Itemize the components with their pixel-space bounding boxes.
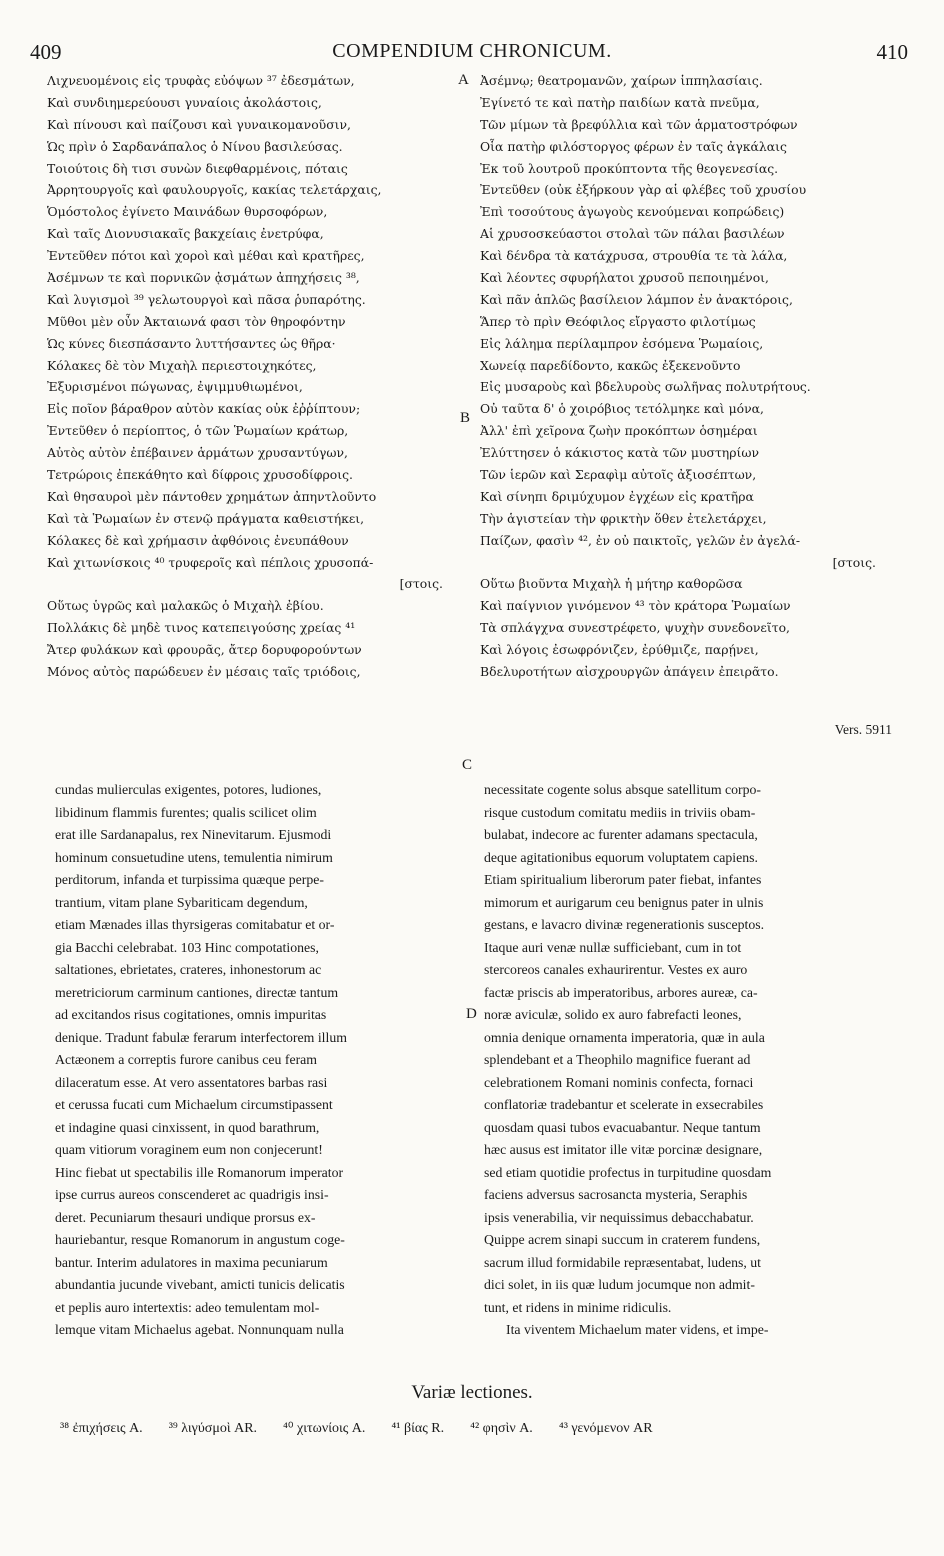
verse-reference: Vers. 5911 (834, 722, 892, 737)
latin-text-line: sed etiam quotidie profectus in turpitudine quosdam (484, 1164, 772, 1180)
greek-verse-line: Λιχνευομένοις εἰς τρυφὰς εὐόψων ³⁷ ἐδεσμάτων, (47, 73, 355, 88)
latin-text-line: saltationes, ebrietates, crateres, inhonestorum ac (55, 962, 322, 977)
greek-verse-line: Ὁμόστολος ἐγίνετο Μαινάδων θυρσοφόρων, (47, 204, 328, 220)
greek-verse-line: Καὶ πίνουσι καὶ παίζουσι καὶ γυναικομανοῦσιν, (47, 116, 351, 132)
greek-verse-line: Οἷα πατὴρ φιλόστοργος φέρων ἐν ταῖς ἀγκάλαις (480, 138, 787, 154)
greek-verse-line: Ἀσέμνων τε καὶ πορνικῶν ᾀσμάτων ἀπηχήσεις ³⁸, (47, 270, 360, 286)
latin-text-line: stercoreos canales exhaurirentur. Vestes ex auro (484, 962, 748, 977)
section-marker-d: D (466, 1006, 477, 1022)
greek-verse-line: Οὕτω βιοῦντα Μιχαὴλ ἡ μήτηρ καθορῶσα (480, 576, 743, 592)
greek-verse-line: Μῦθοι μὲν οὖν Ἀκταιωνά φασι τὸν θηροφόντην (47, 313, 346, 329)
latin-text-line: deret. Pecuniarum thesauri undique prorsus ex- (55, 1209, 316, 1225)
latin-text-line: mimorum et aurigarum ceu benignus pater in ulnis (484, 894, 764, 910)
greek-verse-line: Καὶ λέοντες σφυρήλατοι χρυσοῦ πεποιημένοι, (480, 270, 769, 286)
latin-text-line: bulabat, indecore ac furenter adamans spectacula, (484, 827, 758, 842)
greek-verse-line: Βδελυροτήτων αἰσχρουργῶν ἀπάγειν ἐπειρᾶτο. (480, 664, 779, 680)
greek-verse-line: Τῶν ἱερῶν καὶ Σεραφὶμ αὐτοῖς ἀξιοσέπτων, (480, 467, 757, 483)
latin-text-line: trantium, vitam plane Sybariticam degendum, (55, 894, 308, 910)
latin-text-line: meretriciorum carminum cantiones, directæ tantum (55, 984, 339, 1000)
variae-lectiones-heading: Variæ lectiones. (411, 1382, 533, 1403)
greek-verse-line: Οὐ ταῦτα δ' ὁ χοιρόβιος τετόλμηκε καὶ μόνα, (480, 401, 764, 417)
latin-text-line: lemque vitam Michaelus agebat. Nonnunquam nulla (55, 1322, 344, 1337)
greek-verse-line: Καὶ λόγοις ἐσωφρόνιζεν, ἐρύθμιζε, παρῄνει, (480, 642, 759, 658)
greek-verse-line: Καὶ παίγνιον γινόμενον ⁴³ τὸν κράτορα Ῥωμαίων (480, 598, 791, 614)
latin-text-line: libidinum flammis furentes; qualis scilicet olim (55, 804, 317, 820)
greek-verse-line: Ἄτερ φυλάκων καὶ φρουρᾶς, ἄτερ δορυφορούντων (47, 642, 362, 658)
latin-prose-column-left (55, 779, 455, 1342)
greek-verse-line: [στοις. (832, 554, 876, 570)
greek-verse-line: Τὴν ἁγιστείαν τὴν φρικτὴν ὅθεν ἐτελετάρχει, (480, 510, 767, 526)
latin-text-line: hæc ausus est imitator ille vitæ porcinæ designare, (484, 1142, 763, 1157)
latin-text-line: Itaque auri venæ nullæ sufficiebant, cum in tot (484, 939, 742, 955)
greek-verse-line: Καὶ θησαυροὶ μὲν πάντοθεν χρημάτων ἀπηντλοῦντο (47, 488, 377, 504)
greek-verse-line: Ὡς κύνες διεσπάσαντο λυττήσαντες ὡς θῆρα· (47, 335, 336, 351)
greek-verse-line: Καὶ δένδρα τὰ κατάχρυσα, στρουθία τε τὰ λάλα, (480, 248, 788, 264)
greek-verse-line: Χωνείᾳ παρεδίδοντο, κακῶς ἐξεκενοῦντο (480, 357, 741, 373)
greek-verse-line: [στοις. (399, 576, 443, 592)
greek-verse-line: Ἐντεῦθεν ὁ περίοπτος, ὁ τῶν Ῥωμαίων κράτωρ, (47, 423, 349, 439)
variant-reading: ⁴² φησὶν A. (470, 1421, 533, 1436)
latin-text-line: Hinc fiebat ut spectabilis ille Romanorum imperator (55, 1164, 344, 1180)
greek-verse-line: Ἐλύττησεν ὁ κάκιστος κατὰ τῶν μυστηρίων (480, 445, 760, 461)
greek-verse-line: Ὡς πρὶν ὁ Σαρδανάπαλος ὁ Νίνου βασιλεύσας. (47, 138, 343, 154)
latin-text-line: abundantia jucunde vivebant, amicti tunicis delicatis (55, 1277, 345, 1292)
latin-text-line: splendebant et a Theophilo magnifice fuerant ad (484, 1052, 751, 1067)
latin-text-line: factæ priscis ab imperatoribus, arbores aureæ, ca- (484, 984, 758, 1000)
greek-verse-line: Αἱ χρυσοσκεύαστοι στολαὶ τῶν πάλαι βασιλέων (480, 226, 785, 242)
greek-verse-line: Εἰς μυσαροὺς καὶ βδελυροὺς σωλῆνας πολυτρήτους. (480, 379, 811, 395)
latin-text-line: Quippe acrem sinapi succum in craterem fundens, (484, 1232, 761, 1247)
latin-text-line: dici solet, in iis quæ ludum jocumque non admit- (484, 1277, 755, 1292)
greek-verse-line: Τὰ σπλάγχνα συνεστρέφετο, ψυχὴν συνεδονεῖτο, (480, 620, 790, 636)
latin-text-line: gia Bacchi celebrabat. 103 Hinc compotationes, (55, 939, 319, 955)
greek-verse-line: Παίζων, φασὶν ⁴², ἐν οὐ παικτοῖς, γελῶν ἐν ἀγελά- (480, 532, 801, 548)
page-header (30, 38, 914, 68)
latin-text-line: hauriebantur, resque Romanorum in angustum coge- (55, 1232, 345, 1247)
greek-verse-line: Μόνος αὐτὸς παρώδευεν ἐν μέσαις ταῖς τριόδοις, (47, 664, 361, 680)
greek-verse-line: Καὶ σίνηπι δριμύχυμον ἐγχέων εἰς κρατῆρα (480, 488, 754, 504)
latin-text-line: celebrationem Romani nominis confecta, fornaci (484, 1074, 754, 1090)
latin-text-line: denique. Tradunt fabulæ ferarum interfectorem illum (55, 1029, 347, 1045)
greek-verse-line: Καὶ τὰ Ῥωμαίων ἐν στενῷ πράγματα καθειστήκει, (47, 510, 365, 526)
greek-verse-line: Καὶ ταῖς Διονυσιακαῖς βακχείαις ἐνετρύφα, (47, 226, 324, 242)
section-marker-c: C (462, 757, 473, 773)
latin-text-line: gestans, e lavacro divinæ regenerationis susceptos. (484, 917, 765, 932)
latin-text-line: Etiam spiritualium liberorum pater fiebat, infantes (484, 872, 762, 887)
section-marker-b: B (460, 410, 471, 426)
latin-text-line: necessitate cogente solus absque satellitum corpo- (484, 782, 762, 797)
greek-verse-line: Τετρώροις ἐπεκάθητο καὶ δίφροις χρυσοδίφροις. (47, 467, 353, 483)
greek-verse-line: Καὶ λυγισμοὶ ³⁹ γελωτουργοὶ καὶ πᾶσα ῥυπαρότης. (47, 291, 366, 307)
greek-verse-line: Ἐπὶ τοσούτους ἀγωγοὺς κενούμεναι κοπρώδεις) (480, 204, 785, 220)
latin-text-line: et indagine quasi cinxissent, in quod barathrum, (55, 1119, 320, 1135)
latin-text-line: conflatoriæ tradebantur et scelerate in exsecrabiles (484, 1097, 764, 1112)
latin-text-line: ad excitandos risus cogitationes, omnis impuritas (55, 1007, 327, 1022)
latin-text-line: ipsis venerabilia, vir nequissimus debacchabatur. (484, 1209, 754, 1225)
greek-verse-line: Ἐντεῦθεν (οὐκ ἐξήρκουν γὰρ αἱ φλέβες τοῦ χρυσίου (480, 182, 807, 198)
latin-text-line: omnia denique ornamenta imperatoria, quæ in aula (484, 1029, 765, 1045)
section-marker-a: A (458, 72, 469, 88)
greek-verse-line: Ἐκ τοῦ λουτροῦ προκύπτοντα τῆς θεογενεσίας. (480, 160, 779, 176)
greek-verse-line: Τῶν μίμων τὰ βρεφύλλια καὶ τῶν ἁρματοστρόφων (480, 116, 798, 132)
greek-verse-line: Τοιούτοις δὴ τισι συνὼν διεφθαρμένοις, πόταις (47, 160, 348, 176)
latin-text-line: erat ille Sardanapalus, rex Ninevitarum. Ejusmodi (55, 827, 332, 842)
latin-text-line: dilaceratum esse. At vero assentatores barbas rasi (55, 1074, 328, 1090)
latin-text-line: deque agitationibus equorum voluptatem capiens. (484, 849, 758, 865)
greek-verse-line: Κόλακες δὲ καὶ χρήμασιν ἀφθόνοις ἐνευπάθουν (47, 532, 349, 548)
greek-verse-line: Ἀλλ' ἐπὶ χεῖρονα ζωὴν προκόπτων ὁσημέραι (480, 423, 758, 439)
greek-verse-line: Οὕτως ὑγρῶς καὶ μαλακῶς ὁ Μιχαὴλ ἐβίου. (47, 598, 324, 614)
greek-verse-column-left (47, 70, 467, 683)
greek-verse-line: Ἐγίνετό τε καὶ πατὴρ παιδίων κατὰ πνεῦμα, (480, 94, 760, 110)
latin-text-line: sacrum illud formidabile repræsentabat, ludens, ut (484, 1254, 762, 1270)
greek-verse-line: Ἐντεῦθεν πότοι καὶ χοροὶ καὶ μέθαι καὶ κρατῆρες, (47, 248, 365, 264)
page-number-left: 409 (30, 40, 62, 64)
greek-verse-line: Ἅπερ τὸ πρὶν Θεόφιλος εἴργαστο φιλοτίμως (480, 313, 756, 329)
variant-reading: ⁴¹ βίας R. (391, 1421, 445, 1436)
greek-verse-line: Ἐξυρισμένοι πώγωνας, ἐψιμμυθιωμένοι, (47, 379, 303, 395)
variant-reading: ³⁸ ἐπιχήσεις A. (60, 1421, 143, 1436)
running-title: COMPENDIUM CHRONICUM. (332, 40, 612, 62)
latin-text-line: ipse currus aureos conscenderet ac quadrigis insi- (55, 1187, 329, 1202)
latin-text-line: Ita viventem Michaelum mater videns, et impe- (506, 1322, 769, 1337)
greek-verse-line: Ἀσέμνῳ; θεατρομανῶν, χαίρων ἱππηλασίαις. (480, 73, 763, 88)
latin-text-line: faciens adversus sacrosancta mysteria, Seraphis (484, 1187, 748, 1202)
greek-verse-line: Καὶ συνδιημερεύουσι γυναίοις ἀκολάστοις, (47, 94, 322, 110)
latin-text-line: quam vitiorum voraginem eum non conjecerunt! (55, 1142, 323, 1157)
greek-verse-line: Καὶ πᾶν ἁπλῶς βασίλειον λάμπον ἐν ἀνακτόροις, (480, 291, 793, 307)
latin-text-line: et cerussa fucati cum Michaelum circumstipassent (55, 1097, 333, 1112)
variae-lectiones-list (60, 1420, 900, 1437)
greek-verse-line: Καὶ χιτωνίσκοις ⁴⁰ τρυφεροῖς καὶ πέπλοις χρυσοπά- (47, 554, 374, 570)
greek-verse-line: Πολλάκις δὲ μηδὲ τινος κατεπειγούσης χρείας ⁴¹ (47, 620, 356, 636)
greek-verse-line: Εἰς ποῖον βάραθρον αὐτὸν κακίας οὐκ ἐῤῥίπτουν; (47, 401, 361, 417)
variant-reading: ⁴⁰ χιτωνίοις A. (283, 1421, 366, 1436)
latin-text-line: noræ aviculæ, solido ex auro fabrefacti leones, (484, 1007, 742, 1022)
latin-text-line: quosdam quasi tubos evacuabantur. Neque tantum (484, 1119, 761, 1135)
greek-verse-line: Εἰς λάλημα περίλαμπρον ἐσόμενα Ῥωμαίοις, (480, 335, 764, 351)
greek-verse-line: Αὐτὸς αὐτὸν ἐπέβαινεν ἁρμάτων χρυσαντύγων, (47, 445, 348, 461)
latin-text-line: tunt, et ridens in minime ridiculis. (484, 1299, 672, 1315)
greek-verse-line: Κόλακες δὲ τὸν Μιχαὴλ περιεστοιχηκότες, (47, 357, 317, 373)
latin-text-line: risque custodum comitatu mediis in triviis obam- (484, 804, 756, 820)
latin-text-line: etiam Mænades illas thyrsigeras comitabatur et or- (55, 917, 335, 932)
greek-verse-line: Ἀρρητουργοῖς καὶ φαυλουργοῖς, κακίας τελετάρχαις, (47, 182, 382, 198)
variant-reading: ³⁹ λιγύσμοὶ AR. (168, 1421, 258, 1436)
latin-text-line: Actæonem a correptis furore canibus ceu feram (55, 1052, 318, 1067)
greek-verse-column-right (480, 70, 900, 683)
latin-text-line: hominum consuetudine utens, temulentia nimirum (55, 849, 333, 865)
page-number-right: 410 (876, 40, 908, 64)
latin-text-line: perditorum, infanda et turpissima quæque perpe- (55, 872, 324, 887)
latin-text-line: cundas mulierculas exigentes, potores, ludiones, (55, 782, 322, 797)
latin-text-line: et peplis auro intertextis: adeo temulentam mol- (55, 1299, 320, 1315)
latin-text-line: bantur. Interim adulatores in maxima pecuniarum (55, 1254, 328, 1270)
variant-reading: ⁴³ γενόμενον AR (558, 1421, 653, 1436)
latin-prose-column-right (484, 779, 894, 1342)
